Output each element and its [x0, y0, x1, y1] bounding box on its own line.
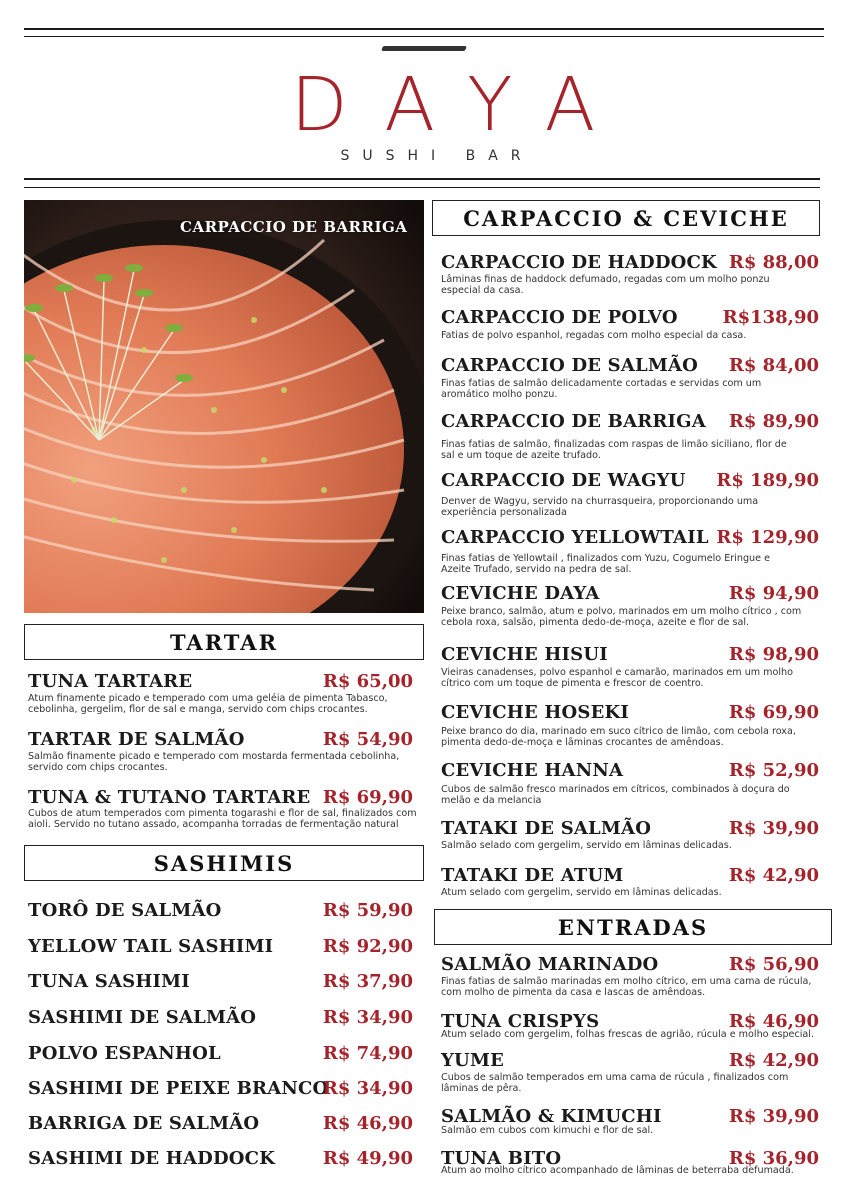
item-name: POLVO ESPANHOL [28, 1043, 221, 1064]
menu-item [441, 818, 819, 858]
item-name: SASHIMI DE HADDOCK [28, 1148, 276, 1169]
item-price: R$ 129,90 [716, 527, 819, 548]
item-price: R$ 59,90 [322, 900, 413, 921]
section-title-entradas: ENTRADAS [434, 909, 832, 945]
menu-item [441, 307, 819, 347]
item-price: R$ 36,90 [728, 1148, 819, 1169]
menu-item [441, 527, 819, 575]
item-name: TUNA CRISPYS [441, 1011, 600, 1032]
item-description: Finas fatias de salmão, finalizadas com raspas de limão siciliano, flor de sal e um toque de azeite trufado. [441, 439, 787, 461]
menu-item [28, 900, 413, 924]
menu-item [441, 583, 819, 631]
item-name: TATAKI DE ATUM [441, 865, 624, 886]
item-price: R$ 89,90 [728, 411, 819, 432]
menu-item [441, 252, 819, 296]
item-description: Finas fatias de salmão marinadas em molho cítrico, em uma cama de rúcula, com molho de pimenta da casa e lascas de amêndoas. [441, 976, 812, 998]
item-name: CEVICHE DAYA [441, 583, 600, 604]
brand-name: DAYA [290, 62, 634, 148]
item-name: SASHIMI DE PEIXE BRANCO [28, 1078, 329, 1099]
item-description: Salmão em cubos com kimuchi e flor de sal. [441, 1125, 654, 1136]
menu-item [28, 1043, 413, 1067]
item-description: Finas fatias de salmão delicadamente cortadas e servidas com um aromático molho ponzu. [441, 378, 762, 400]
dish-photo [24, 200, 424, 613]
item-name: CEVICHE HISUI [441, 644, 608, 665]
item-name: TUNA TARTARE [28, 671, 193, 692]
item-name: TUNA & TUTANO TARTARE [28, 787, 311, 808]
item-price: R$ 42,90 [728, 865, 819, 886]
menu-item [28, 787, 417, 835]
item-name: CARPACCIO YELLOWTAIL [441, 527, 709, 548]
item-description: Atum finamente picado e temperado com uma geléia de pimenta Tabasco, cebolinha, gergelim, flor de sal e manga, servido com chips crocantes. [28, 693, 388, 715]
item-description: Fatias de polvo espanhol, regadas com molho especial da casa. [441, 330, 747, 341]
item-description: Denver de Wagyu, servido na churrasqueira, proporcionando uma experiência personalizada [441, 496, 759, 518]
photo-label: CARPACCIO DE BARRIGA [180, 218, 408, 236]
item-description: Atum selado com gergelim, servido em lâminas delicadas. [441, 887, 722, 898]
item-price: R$ 39,90 [728, 818, 819, 839]
item-name: TUNA SASHIMI [28, 971, 190, 992]
menu-item [441, 355, 819, 399]
item-price: R$ 189,90 [716, 470, 819, 491]
item-description: Cubos de salmão fresco marinados em cítricos, combinados à doçura do melão e da melancia [441, 784, 790, 806]
item-name: CARPACCIO DE POLVO [441, 307, 678, 328]
menu-item [28, 1148, 413, 1172]
item-name: SALMÃO MARINADO [441, 954, 659, 975]
chopstick-icon [381, 46, 467, 51]
item-name: CARPACCIO DE WAGYU [441, 470, 686, 491]
item-price: R$ 42,90 [728, 1050, 819, 1071]
menu-item [28, 936, 413, 960]
item-price: R$ 34,90 [322, 1007, 413, 1028]
item-description: Salmão selado com gergelim, servido em lâminas delicadas. [441, 840, 732, 851]
item-name: CEVICHE HOSEKI [441, 702, 630, 723]
menu-item [28, 1007, 413, 1031]
item-description: Peixe branco, salmão, atum e polvo, marinados em um molho cítrico , com cebola roxa, salsão, pimenta dedo-de-moça, azeite e flor de sal. [441, 606, 802, 628]
item-price: R$ 34,90 [322, 1078, 413, 1099]
item-price: R$ 74,90 [322, 1043, 413, 1064]
menu-item [441, 865, 819, 905]
section-title-carpaccio: CARPACCIO & CEVICHE [432, 200, 820, 236]
item-price: R$ 56,90 [728, 954, 819, 975]
brand-subtitle: SUSHI BAR [340, 148, 534, 164]
item-description: Cubos de salmão temperados em uma cama de rúcula , finalizados com lâminas de pêra. [441, 1072, 789, 1094]
menu-item [441, 702, 819, 750]
item-description: Atum selado com gergelim, folhas frescas de agrião, rúcula e molho especial. [441, 1029, 814, 1040]
item-price: R$ 69,90 [322, 787, 413, 808]
item-price: R$ 92,90 [322, 936, 413, 957]
menu-item [441, 411, 819, 465]
item-name: CARPACCIO DE BARRIGA [441, 411, 706, 432]
item-price: R$ 65,00 [322, 671, 413, 692]
item-description: Vieiras canadenses, polvo espanhol e camarão, marinados em um molho cítrico com um toque de pimenta e frescor de coentro. [441, 667, 794, 689]
item-price: R$138,90 [722, 307, 819, 328]
item-name: YELLOW TAIL SASHIMI [28, 936, 274, 957]
item-description: Atum ao molho cítrico acompanhado de lâminas de beterraba defumada. [441, 1165, 794, 1176]
menu-item [441, 1148, 819, 1182]
item-price: R$ 37,90 [322, 971, 413, 992]
section-title-tartar: TARTAR [24, 624, 424, 660]
item-name: CARPACCIO DE HADDOCK [441, 252, 717, 273]
menu-item [441, 954, 819, 1002]
item-price: R$ 94,90 [728, 583, 819, 604]
item-price: R$ 69,90 [728, 702, 819, 723]
menu-item [28, 1078, 413, 1102]
item-name: TARTAR DE SALMÃO [28, 729, 245, 750]
item-price: R$ 49,90 [322, 1148, 413, 1169]
item-price: R$ 46,90 [322, 1113, 413, 1134]
header-bottom-rule [24, 178, 820, 180]
item-price: R$ 39,90 [728, 1106, 819, 1127]
item-description: Finas fatias de Yellowtail , finalizados com Yuzu, Cogumelo Eringue e Azeite Trufado, servido na pedra de sal. [441, 553, 770, 575]
top-rule [24, 28, 824, 30]
item-name: CEVICHE HANNA [441, 760, 624, 781]
item-description: Salmão finamente picado e temperado com mostarda fermentada cebolinha, servido com chips crocantes. [28, 751, 400, 773]
item-description: Cubos de atum temperados com pimenta togarashi e flor de sal, finalizados com aioli. Servido no tutano assado, acompanha torradas de fermentação natural [28, 808, 417, 830]
carpaccio-plate-image [24, 200, 424, 613]
menu-item [28, 729, 413, 777]
menu-item [441, 470, 819, 518]
section-title-sashimis: SASHIMIS [24, 845, 424, 881]
item-price: R$ 98,90 [728, 644, 819, 665]
item-description: Peixe branco do dia, marinado em suco cítrico de limão, com cebola roxa, pimenta dedo-de-moça e lâminas crocantes de amêndoas. [441, 726, 796, 748]
menu-item [28, 971, 413, 995]
menu-item [28, 1113, 413, 1137]
item-price: R$ 46,90 [728, 1011, 819, 1032]
item-name: TUNA BITO [441, 1148, 562, 1169]
menu-item [441, 760, 819, 808]
item-name: SALMÃO & KIMUCHI [441, 1106, 662, 1127]
item-price: R$ 54,90 [322, 729, 413, 750]
menu-item [441, 1050, 819, 1098]
item-description: Lâminas finas de haddock defumado, regadas com um molho ponzu especial da casa. [441, 274, 770, 296]
item-name: YUME [441, 1050, 504, 1071]
menu-item [441, 1106, 819, 1140]
menu-item [441, 644, 819, 692]
item-name: TATAKI DE SALMÃO [441, 818, 652, 839]
menu-item [28, 671, 413, 719]
item-price: R$ 84,00 [728, 355, 819, 376]
menu-item [441, 1011, 819, 1045]
item-name: SASHIMI DE SALMÃO [28, 1007, 257, 1028]
item-price: R$ 88,00 [728, 252, 819, 273]
header-bottom-rule-secondary [24, 187, 820, 188]
item-price: R$ 52,90 [728, 760, 819, 781]
item-name: CARPACCIO DE SALMÃO [441, 355, 699, 376]
item-name: BARRIGA DE SALMÃO [28, 1113, 260, 1134]
item-name: TORÔ DE SALMÃO [28, 900, 222, 921]
top-rule-secondary [24, 36, 824, 37]
